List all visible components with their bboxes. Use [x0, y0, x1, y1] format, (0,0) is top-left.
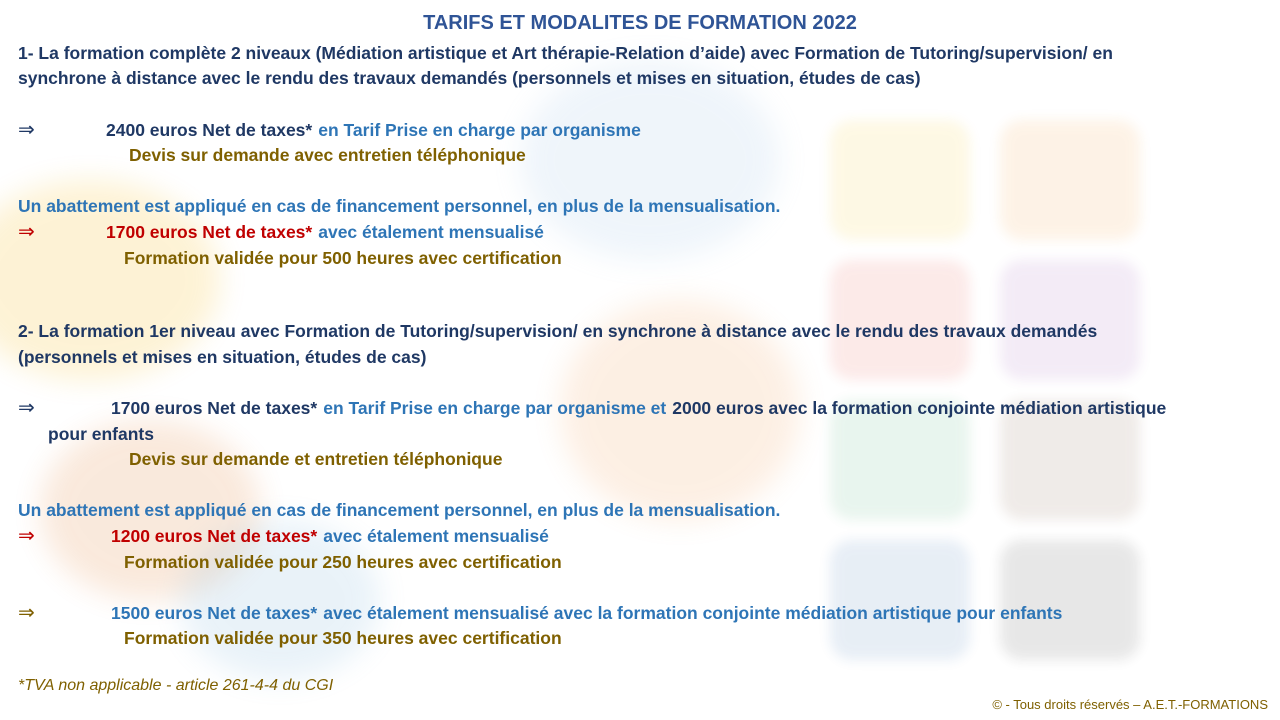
price-description: en Tarif Prise en charge par organisme et	[323, 398, 667, 418]
section2-price1-note: Devis sur demande et entretien téléphonique	[129, 449, 503, 469]
section2-price1-extra-line2: pour enfants	[48, 424, 154, 444]
section2-price3-note: Formation validée pour 350 heures avec certification	[124, 628, 562, 648]
price-description: avec étalement mensualisé	[318, 222, 544, 242]
section1-price1-note: Devis sur demande avec entretien téléphonique	[129, 145, 526, 165]
price-description: en Tarif Prise en charge par organisme	[318, 120, 641, 140]
page-title: TARIFS ET MODALITES DE FORMATION 2022	[423, 12, 857, 34]
price-extra: 2000 euros avec la formation conjointe médiation artistique	[672, 398, 1167, 418]
price-amount: 1700 euros Net de taxes*	[106, 222, 313, 242]
section2-price2-note: Formation validée pour 250 heures avec certification	[124, 552, 562, 572]
copyright-notice: © - Tous droits réservés – A.E.T.-FORMATIONS	[992, 697, 1268, 712]
section2-price3	[111, 602, 1062, 624]
price-description: avec étalement mensualisé	[323, 526, 549, 546]
section1-price2-note: Formation validée pour 500 heures avec certification	[124, 248, 562, 268]
section1-heading-line1: 1- La formation complète 2 niveaux (Médiation artistique et Art thérapie-Relation d’aide) avec Formation de Tutoring/supervision/ en	[18, 43, 1113, 63]
arrow-icon: ⇒	[18, 525, 35, 547]
arrow-icon: ⇒	[18, 119, 35, 141]
price-amount: 1700 euros Net de taxes*	[111, 398, 318, 418]
price-description: avec étalement mensualisé avec la formation conjointe médiation artistique pour enfants	[323, 603, 1063, 623]
section1-price1	[106, 119, 641, 141]
section1-abattement: Un abattement est appliqué en cas de financement personnel, en plus de la mensualisation.	[18, 196, 781, 216]
price-amount: 2400 euros Net de taxes*	[106, 120, 313, 140]
section1-price2	[106, 221, 544, 243]
section2-abattement: Un abattement est appliqué en cas de financement personnel, en plus de la mensualisation.	[18, 500, 781, 520]
section2-price2	[111, 525, 549, 547]
arrow-icon: ⇒	[18, 221, 35, 243]
price-amount: 1200 euros Net de taxes*	[111, 526, 318, 546]
section2-heading-line2: (personnels et mises en situation, études de cas)	[18, 347, 427, 367]
arrow-icon: ⇒	[18, 602, 35, 624]
price-amount: 1500 euros Net de taxes*	[111, 603, 318, 623]
section2-price1	[111, 397, 1166, 419]
arrow-icon: ⇒	[18, 397, 35, 419]
section2-heading-line1: 2- La formation 1er niveau avec Formation de Tutoring/supervision/ en synchrone à distance avec le rendu des travaux demandés	[18, 321, 1098, 341]
tva-footnote: *TVA non applicable - article 261-4-4 du CGI	[18, 677, 334, 694]
section1-heading-line2: synchrone à distance avec le rendu des travaux demandés (personnels et mises en situation, études de cas)	[18, 68, 921, 88]
